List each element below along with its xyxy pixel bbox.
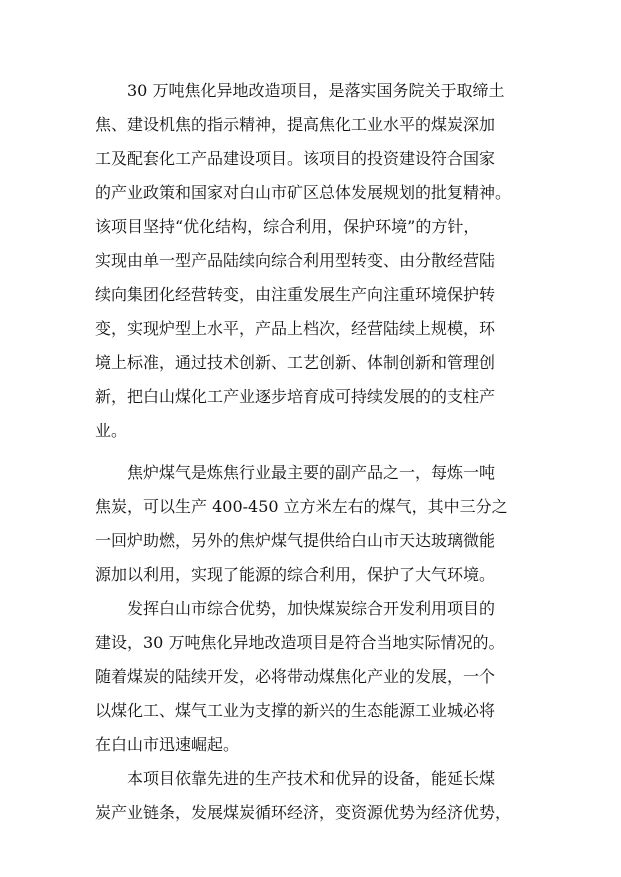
text-line: 本项目依靠先进的生产技术和优异的设备，能延长煤 (127, 769, 496, 788)
text-line: 变，实现炉型上水平，产品上档次，经营陆续上规模，环 (95, 319, 496, 338)
text-line: 炭产业链条，发展煤炭循环经济，变资源优势为经济优势， (95, 803, 512, 822)
text-line: 在白山市迅速崛起。 (95, 735, 240, 754)
text-line: 工及配套化工产品建设项目。该项目的投资建设符合国家 (95, 149, 496, 168)
text-line: 发挥白山市综合优势，加快煤炭综合开发利用项目的 (127, 599, 496, 618)
text-line: 实现由单一型产品陆续向综合利用型转变、由分散经营陆 (95, 251, 496, 270)
text-line: 新，把白山煤化工产业逐步培育成可持续发展的的支柱产 (95, 387, 496, 406)
text-line: 焦、建设机焦的指示精神，提高焦化工业水平的煤炭深加 (95, 115, 496, 134)
text-line: 续向集团化经营转变，由注重发展生产向注重环境保护转 (95, 285, 496, 304)
text-line: 建设，30 万吨焦化异地改造项目是符合当地实际情况的。 (95, 633, 505, 652)
text-line: 境上标准，通过技术创新、工艺创新、体制创新和管理创 (95, 353, 496, 372)
text-line: 以煤化工、煤气工业为支撑的新兴的生态能源工业城必将 (95, 701, 496, 720)
text-line: 随着煤炭的陆续开发，必将带动煤焦化产业的发展，一个 (95, 667, 496, 686)
text-line: 30 万吨焦化异地改造项目，是落实国务院关于取缔土 (127, 81, 505, 100)
text-line: 业。 (95, 421, 128, 440)
text-line: 焦炭，可以生产 400-450 立方米左右的煤气，其中三分之 (95, 497, 508, 516)
text-line: 一回炉助燃，另外的焦炉煤气提供给白山市天达玻璃微能 (95, 531, 496, 550)
text-line: 的产业政策和国家对白山市矿区总体发展规划的批复精神。 (95, 183, 512, 202)
text-line: 该项目坚持“优化结构，综合利用，保护环境”的方针， (95, 217, 480, 236)
text-line: 源加以利用，实现了能源的综合利用，保护了大气环境。 (95, 565, 496, 584)
text-line: 焦炉煤气是炼焦行业最主要的副产品之一，每炼一吨 (127, 463, 496, 482)
